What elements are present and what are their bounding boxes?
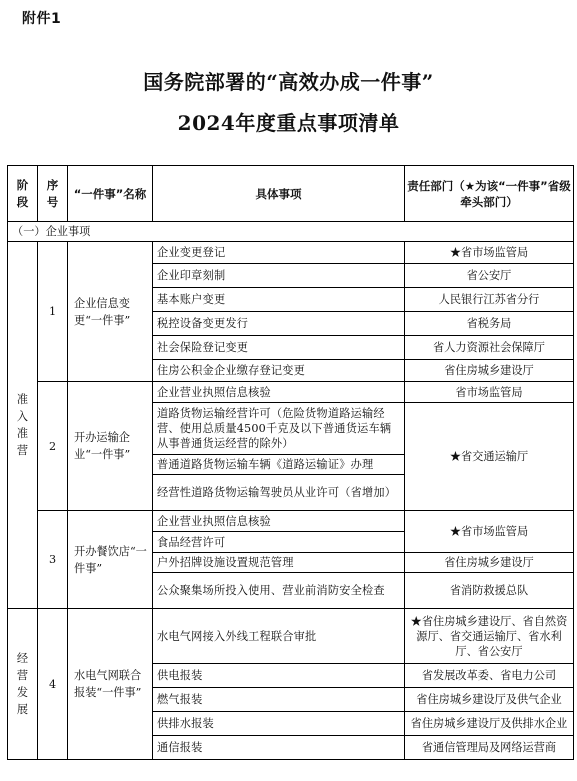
- item-name-cell: 水电气网联合报装“一件事”: [68, 609, 153, 760]
- header-dept: 责任部门（★为该“一件事”省级牵头部门）: [405, 166, 574, 222]
- document-subtitle: 2024年度重点事项清单: [177, 111, 400, 135]
- dept-cell: 省消防救援总队: [405, 573, 574, 609]
- seq-cell: 4: [38, 609, 68, 760]
- item-cell: 水电气网接入外线工程联合审批: [153, 609, 405, 664]
- item-cell: 企业印章刻制: [153, 264, 405, 288]
- dept-cell: 省住房城乡建设厅: [405, 360, 574, 382]
- task-list-table: [7, 165, 574, 760]
- dept-cell: ★省市场监管局: [405, 511, 574, 553]
- dept-cell: ★省住房城乡建设厅、省自然资源厅、省交通运输厅、省水利厅、省公安厅: [405, 609, 574, 664]
- item-name-cell: 企业信息变更“一件事”: [68, 242, 153, 382]
- item-name-cell: 开办餐饮店“一件事”: [68, 511, 153, 609]
- dept-cell: 省市场监管局: [405, 382, 574, 403]
- dept-cell: 省公安厅: [405, 264, 574, 288]
- item-cell: 公众聚集场所投入使用、营业前消防安全检查: [153, 573, 405, 609]
- dept-cell: ★省交通运输厅: [405, 403, 574, 511]
- item-cell: 税控设备变更发行: [153, 312, 405, 336]
- phase-cell: 经营发展: [8, 609, 38, 760]
- item-name-cell: 开办运输企业“一件事”: [68, 382, 153, 511]
- item-cell: 基本账户变更: [153, 288, 405, 312]
- item-cell: 企业营业执照信息核验: [153, 382, 405, 403]
- table-row: [8, 511, 574, 532]
- header-seq: 序号: [38, 166, 68, 222]
- dept-cell: 省住房城乡建设厅及供排水企业: [405, 712, 574, 736]
- dept-cell: 人民银行江苏省分行: [405, 288, 574, 312]
- item-cell: 企业营业执照信息核验: [153, 511, 405, 532]
- section-title: （一）企业事项: [8, 222, 574, 242]
- item-cell: 经营性道路货物运输驾驶员从业许可（省增加）: [153, 475, 405, 511]
- header-name: “一件事”名称: [68, 166, 153, 222]
- item-cell: 通信报装: [153, 736, 405, 760]
- phase-cell: 准入准营: [8, 242, 38, 609]
- item-cell: 供排水报装: [153, 712, 405, 736]
- item-cell: 户外招牌设施设置规范管理: [153, 553, 405, 573]
- dept-cell: 省通信管理局及网络运营商: [405, 736, 574, 760]
- dept-cell: 省发展改革委、省电力公司: [405, 664, 574, 688]
- dept-cell: ★省市场监管局: [405, 242, 574, 264]
- item-cell: 食品经营许可: [153, 532, 405, 553]
- seq-cell: 2: [38, 382, 68, 511]
- seq-cell: 3: [38, 511, 68, 609]
- item-cell: 住房公积金企业缴存登记变更: [153, 360, 405, 382]
- dept-cell: 省税务局: [405, 312, 574, 336]
- item-cell: 燃气报装: [153, 688, 405, 712]
- item-cell: 普通道路货物运输车辆《道路运输证》办理: [153, 455, 405, 475]
- seq-cell: 1: [38, 242, 68, 382]
- attachment-label: 附件1: [22, 11, 62, 27]
- table-row: [8, 609, 574, 664]
- item-cell: 企业变更登记: [153, 242, 405, 264]
- document-title: 国务院部署的“高效办成一件事”: [143, 70, 434, 94]
- dept-cell: 省住房城乡建设厅及供气企业: [405, 688, 574, 712]
- table-row: [8, 382, 574, 403]
- dept-cell: 省人力资源社会保障厅: [405, 336, 574, 360]
- table-header-row: [8, 166, 574, 222]
- item-cell: 社会保险登记变更: [153, 336, 405, 360]
- item-cell: 道路货物运输经营许可（危险货物道路运输经营、使用总质量4500千克及以下普通货运车辆从事普通货运经营的除外）: [153, 403, 405, 455]
- header-phase: 阶段: [8, 166, 38, 222]
- table-row: [8, 242, 574, 264]
- dept-cell: 省住房城乡建设厅: [405, 553, 574, 573]
- item-cell: 供电报装: [153, 664, 405, 688]
- header-item: 具体事项: [153, 166, 405, 222]
- section-row: [8, 222, 574, 242]
